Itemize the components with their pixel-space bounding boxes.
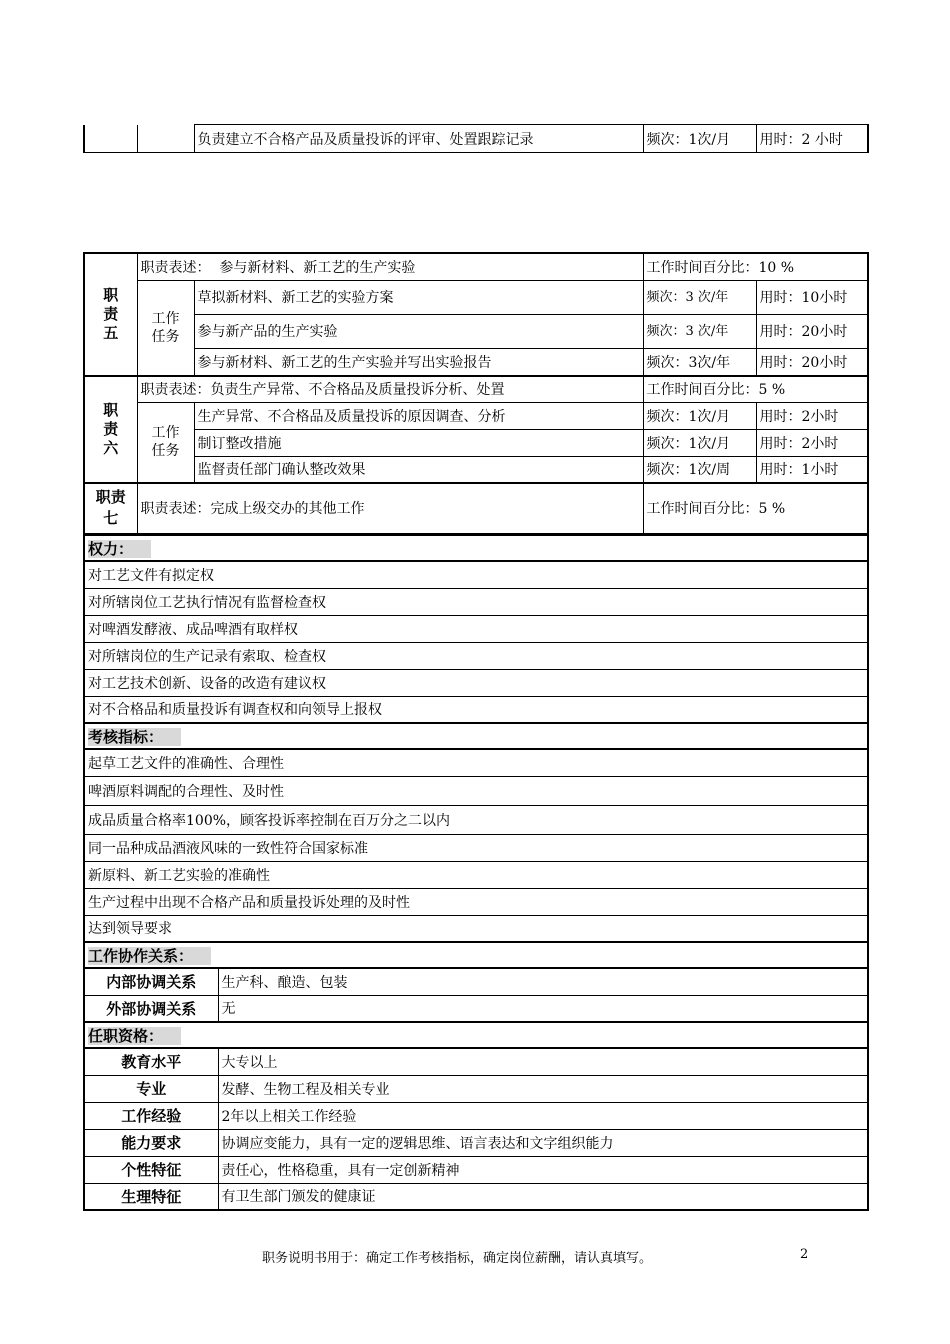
row-label: 内部协调关系: [84, 968, 218, 995]
list-item: 对不合格品和质量投诉有调查权和向领导上报权: [84, 696, 868, 723]
time-percentage: 工作时间百分比：5 %: [643, 376, 868, 402]
list-item: 达到领导要求: [84, 915, 868, 942]
row-value: 发酵、生物工程及相关专业: [218, 1075, 868, 1102]
row-value: 生产科、酿造、包装: [218, 968, 868, 995]
table-row: [84, 968, 868, 995]
duty-description: 职责表述：负责生产异常、不合格品及质量投诉分析、处置: [137, 376, 643, 402]
page-number: 2: [800, 1247, 809, 1262]
tasks-label: 工作任务: [137, 280, 194, 376]
section-header: [84, 942, 868, 968]
row-label: 能力要求: [84, 1129, 218, 1156]
list-item: 啤酒原料调配的合理性、及时性: [84, 776, 868, 805]
row-label: 外部协调关系: [84, 995, 218, 1022]
row-label: 教育水平: [84, 1048, 218, 1075]
row-label: 工作经验: [84, 1102, 218, 1129]
section-header: [84, 535, 868, 561]
task-cell: 监督责任部门确认整改效果: [194, 456, 643, 483]
frequency-cell: 频次：3 次/年: [643, 280, 756, 314]
row-label: 专业: [84, 1075, 218, 1102]
duration-cell: 用时：2小时: [756, 429, 868, 456]
row-label: 生理特征: [84, 1183, 218, 1210]
time-percentage: 工作时间百分比：10 %: [643, 253, 868, 280]
task-cell: 参与新产品的生产实验: [194, 314, 643, 348]
frequency-cell: 频次：1次/周: [643, 456, 756, 483]
list-item: 对工艺文件有拟定权: [84, 561, 868, 588]
row-label: 个性特征: [84, 1156, 218, 1183]
duty-label: 职责七: [84, 483, 137, 533]
duration-cell: 用时：2 小时: [756, 125, 868, 153]
table-row: [84, 995, 868, 1022]
list-item: 对啤酒发酵液、成品啤酒有取样权: [84, 615, 868, 642]
frequency-cell: 频次：1次/月: [643, 402, 756, 429]
task-cell: 负责建立不合格产品及质量投诉的评审、处置跟踪记录: [194, 125, 643, 153]
list-item: 对所辖岗位的生产记录有索取、检查权: [84, 642, 868, 669]
task-cell: 参与新材料、新工艺的生产实验并写出实验报告: [194, 348, 643, 376]
table-row: [84, 1075, 868, 1102]
list-item: 同一品种成品酒液风味的一致性符合国家标准: [84, 834, 868, 861]
duration-cell: 用时：20小时: [756, 348, 868, 376]
table-row: [84, 429, 868, 456]
list-item: 成品质量合格率100%，顾客投诉率控制在百万分之二以内: [84, 805, 868, 834]
top-continuation-table: [83, 124, 869, 153]
table-row: [84, 348, 868, 376]
row-value: 有卫生部门颁发的健康证: [218, 1183, 868, 1210]
table-row: [84, 280, 868, 314]
kpi-title: 考核指标：: [88, 728, 181, 746]
section-header: [84, 1022, 868, 1048]
list-item: 生产过程中出现不合格产品和质量投诉处理的及时性: [84, 888, 868, 915]
table-row: [84, 1183, 868, 1210]
table-row: [84, 1129, 868, 1156]
list-item: 对工艺技术创新、设备的改造有建议权: [84, 669, 868, 696]
table-row: [84, 483, 868, 533]
row-value: 责任心，性格稳重，具有一定创新精神: [218, 1156, 868, 1183]
duties-table: [83, 252, 869, 534]
list-item: 对所辖岗位工艺执行情况有监督检查权: [84, 588, 868, 615]
frequency-cell: 频次：3次/年: [643, 348, 756, 376]
task-cell: 制订整改措施: [194, 429, 643, 456]
frequency-cell: 频次：1次/月: [643, 429, 756, 456]
qualification-title: 任职资格：: [88, 1027, 181, 1045]
list-item: 新原料、新工艺实验的准确性: [84, 861, 868, 888]
row-value: 2年以上相关工作经验: [218, 1102, 868, 1129]
duty-description: 职责表述： 参与新材料、新工艺的生产实验: [137, 253, 643, 280]
cooperation-title: 工作协作关系：: [88, 947, 211, 965]
table-row: [84, 314, 868, 348]
table-row: [84, 253, 868, 280]
table-row: [84, 456, 868, 483]
duration-cell: 用时：10小时: [756, 280, 868, 314]
row-value: 协调应变能力，具有一定的逻辑思维、语言表达和文字组织能力: [218, 1129, 868, 1156]
duty-label: 职责六: [84, 376, 137, 483]
list-item: 起草工艺文件的准确性、合理性: [84, 749, 868, 776]
time-percentage: 工作时间百分比：5 %: [643, 483, 868, 533]
authority-title: 权力：: [88, 540, 151, 558]
duty-label: 职责五: [84, 253, 137, 376]
table-row: [84, 1156, 868, 1183]
task-cell: 生产异常、不合格品及质量投诉的原因调查、分析: [194, 402, 643, 429]
table-row: [84, 1102, 868, 1129]
frequency-cell: 频次：3 次/年: [643, 314, 756, 348]
row-value: 大专以上: [218, 1048, 868, 1075]
duration-cell: 用时：20小时: [756, 314, 868, 348]
table-row: [84, 376, 868, 402]
table-row: [84, 1048, 868, 1075]
duration-cell: 用时：1小时: [756, 456, 868, 483]
task-cell: 草拟新材料、新工艺的实验方案: [194, 280, 643, 314]
table-row: [84, 125, 868, 153]
tasks-label: 工作任务: [137, 402, 194, 483]
row-value: 无: [218, 995, 868, 1022]
duty-description: 职责表述：完成上级交办的其他工作: [137, 483, 643, 533]
duration-cell: 用时：2小时: [756, 402, 868, 429]
footer-text: 职务说明书用于：确定工作考核指标，确定岗位薪酬，请认真填写。: [262, 1251, 653, 1266]
table-row: [84, 402, 868, 429]
section-header: [84, 723, 868, 749]
frequency-cell: 频次：1次/月: [643, 125, 756, 153]
requirements-table: [83, 534, 869, 1211]
